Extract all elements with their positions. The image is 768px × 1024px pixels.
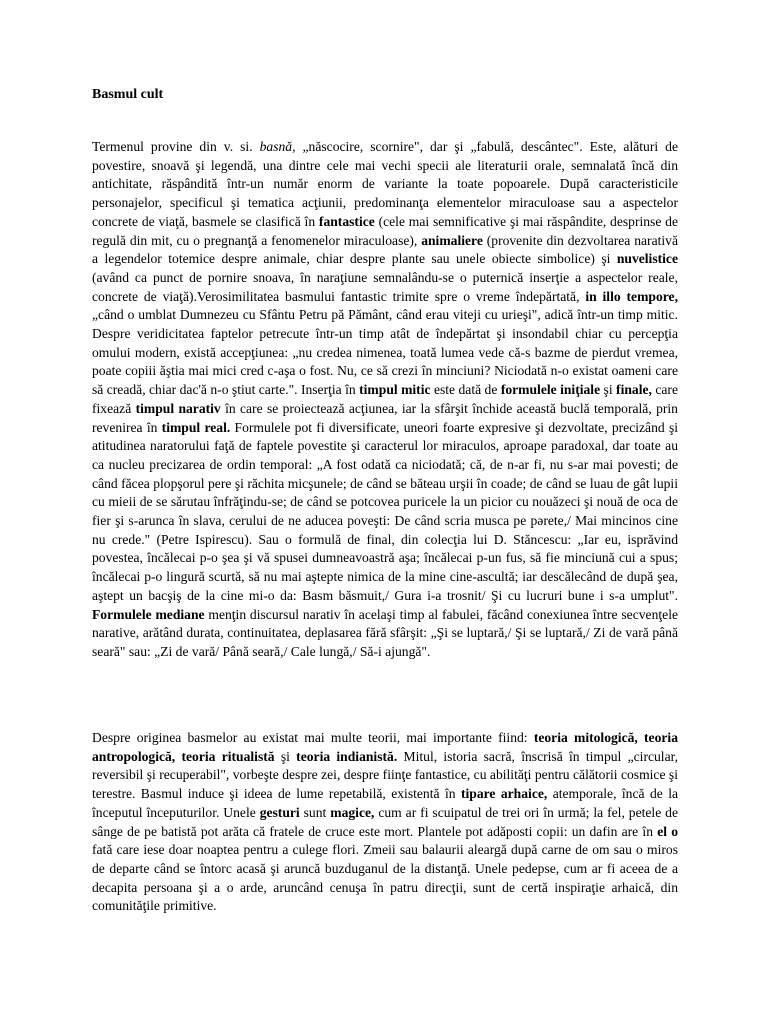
- bold-term: nuvelistice: [616, 251, 678, 267]
- text-run: Termenul provine din v. si.: [92, 139, 260, 154]
- text-run: care fixează: [92, 382, 678, 416]
- bold-term: fantastice: [318, 213, 375, 229]
- text-run: Formulele pot fi diversificate, uneori foarte expresive şi dezvoltate, precizând şi atitudinea naratorului faţă de faptele povestite şi caracterul lor miraculos, aproape paradoxal, dar toate au ca nucleu precizarea de ordin temporal: „A fost odată ca niciodată; că, de n-ar fi, nu s-ar mai povesti; de când făcea plopşorul pere şi răchita micşunele; de când se băteau urşii în coade; de când se luau de gât lupii cu mieii de se sărutau înfrăţindu-se; de când se potcovea puricele la un picior cu nouăzeci şi nouă de oca de fier şi s-arunca în slava, cerului de ne aducea poveşti: De când scria musca pe pərete,/ Mai mincinos cine nu crede." (Petre Ispirescu). Sau o formulă de final, din colecţia lui D. Stăncescu: „Iar eu, isprăvind povestea, încălecai p-o şea şi vă spusei dumneavoastră aşa; încălecai p-un fus, să fie minciună cui a spus; încălecai p-o lingură scurtă, să nu mai aştepte nimica de la mine cine-ascultă; iar descălecând de după şea, aştept un bacşiş de la cine mi-o da: Basm băsmuit,/ Gura i-a trosnit/ Şi cu lucruri bune i s-a umplut".: [92, 419, 679, 603]
- text-run: (cele mai semnificative şi mai răspândite, desprinse de regulă din mit, cu o pregnanţă a fenomenelor miraculoase),: [92, 213, 678, 248]
- text-run: cum ar fi scuipatul de trei ori în urmă; la fel, petele de sânge de pe batistă pot arăta că fratele de cruce este mort. Plantele pot adăposti copii: un dafin are în: [92, 804, 678, 839]
- bold-term: timpul real.: [161, 419, 231, 435]
- paragraph-1: [92, 138, 678, 662]
- bold-term: formulele iniţiale: [500, 382, 601, 398]
- text-run: este dată de: [430, 382, 501, 398]
- bold-term: gesturi: [259, 804, 300, 820]
- italic-term: basnă,: [259, 139, 296, 154]
- bold-term: tipare arhaice,: [460, 786, 548, 802]
- bold-term: Formulele mediane: [92, 606, 205, 622]
- text-run: sunt: [299, 804, 331, 820]
- text-run: (provenite din dezvoltarea narativă a legendelor totemice despre animale, chiar despre plante sau unele obiecte simbolice) şi: [92, 232, 678, 267]
- text-run: (având ca punct de pornire snoava, în naraţiune semnalându-se o puternică inserţie a aspectelor reale, concrete de viaţă).Verosimilitatea basmului fantastic trimite spre o vreme îndepărtată,: [92, 269, 678, 304]
- bold-term: finale,: [616, 382, 652, 398]
- text-run: şi: [274, 748, 297, 764]
- bold-term: el o: [657, 823, 678, 839]
- text-run: atemporale, încă de la începutul începuturilor. Unele: [92, 786, 679, 820]
- bold-term: magice,: [330, 804, 375, 820]
- text-run: în care se proiectează acţiunea, iar la sfârşit închide această buclă temporală, prin revenirea în: [92, 400, 678, 435]
- text-run: fată care iese doar noaptea pentru a culege flori. Zmeii sau balaurii aleargă după carne de om sau o miros de departe când se întorc acasă şi aruncă buzduganul de la distanţă. Unele pedepse, cum ar fi aceea de a decapita persoana şi a o arde, aruncând cenuşa în patru direcţii, sunt de certă inspiraţie arhaică, din comunităţile primitive.: [92, 842, 678, 914]
- bold-term: timpul mitic: [359, 382, 431, 398]
- bold-term: teoria mitologică, teoria antropologică, teoria ritualistă: [92, 730, 678, 764]
- bold-term: timpul narativ: [135, 400, 221, 416]
- paragraph-2: [92, 729, 678, 916]
- bold-term: animaliere: [421, 232, 483, 248]
- document-title: Basmul cult: [92, 87, 164, 102]
- text-run: şi: [600, 382, 617, 398]
- text-run: menţin discursul narativ în acelaşi timp al fabulei, făcând conexiunea între secvenţele narative, arătând durata, continuitatea, deplasarea fără sfârşit: „Şi se luptară,/ Şi se luptară,/ Zi de vară până seară" sau: „Zi de vară/ Până seară,/ Cale lungă,/ Să-i ajungă".: [92, 606, 679, 659]
- text-run: Mitul, istoria sacră, înscrisă în timpul „circular, reversibil şi recuperabil", vorbeşte despre zei, despre fiinţe fantastice, cu abilităţi pentru călătorii cosmice şi terestre. Basmul induce şi ideea de lume repetabilă, existentă în: [92, 748, 678, 802]
- bold-term: in illo tempore,: [585, 288, 678, 304]
- text-run: „când o umblat Dumnezeu cu Sfântu Petru pă Pământ, când erau viteji cu urieşi", adică într-un timp mitic. Despre veridicitatea faptelor petrecute într-un timp atât de îndepărtat şi insondabil chiar cu percepţia omului modern, există accepţiunea: „nu credea nimenea, toată lumea vede că-s bazme de pierdut vremea, poate copiii ăştia mai mici cred c-aşa o fost. Nu, ce să crezi în minciuni? Niciodată n-o existat oameni care să creadă, chiar dac'ă n-o ştiut carte.". Inserţia în: [92, 307, 678, 398]
- text-run: „născocire, scornire", dar şi „fabulă, descântec". Este, alături de povestire, snoavă şi legendă, una dintre cele mai vechi specii ale literaturii orale, semnalată încă din antichitate, răspândită într-un număr enorm de variante la toate popoarele. După caracteristicile personajelor, specificul şi tematica acţiunii, predominanţa elementelor miraculoase sau a aspectelor concrete de viaţă, basmele se clasifică în: [92, 139, 678, 229]
- text-run: Despre originea basmelor au existat mai multe teorii, mai importante fiind:: [92, 730, 534, 745]
- bold-term: teoria indianistă.: [296, 748, 398, 764]
